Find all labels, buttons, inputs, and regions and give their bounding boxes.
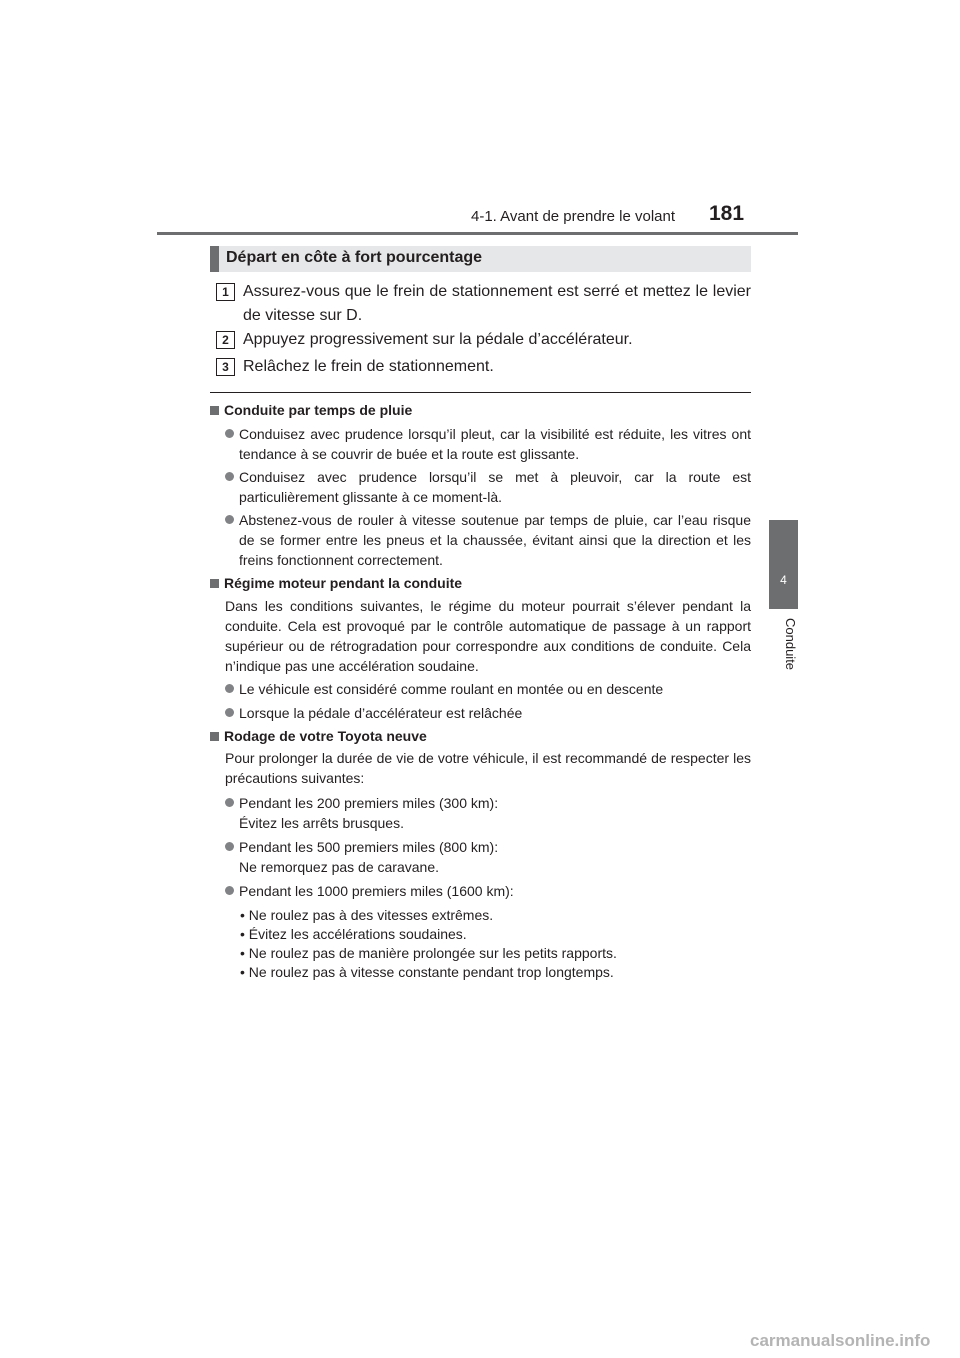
chapter-tab-label: Conduite xyxy=(783,618,798,671)
list-item-subtext: Évitez les arrêts brusques. xyxy=(239,815,404,831)
list-item-text: Pendant les 200 premiers miles (300 km): xyxy=(239,795,499,811)
list-item xyxy=(225,881,751,901)
sub-list-item: • Ne roulez pas à vitesse constante pendant trop longtemps. xyxy=(240,964,614,980)
procedure-title-box xyxy=(210,246,751,272)
square-bullet-icon xyxy=(210,732,219,741)
circle-bullet-icon xyxy=(225,515,234,524)
procedure-title: Départ en côte à fort pourcentage xyxy=(226,249,483,266)
square-bullet-icon xyxy=(210,406,219,415)
section-title: Rodage de votre Toyota neuve xyxy=(224,728,427,744)
list-item-text: Le véhicule est considéré comme roulant en montée ou en descente xyxy=(239,681,664,697)
list-item xyxy=(225,679,751,699)
sub-list-item: • Évitez les accélérations soudaines. xyxy=(240,926,467,942)
sub-list-item: • Ne roulez pas de manière prolongée sur les petits rapports. xyxy=(240,945,617,961)
step-number: 2 xyxy=(216,331,235,349)
circle-bullet-icon xyxy=(225,708,234,717)
sub-list-item: • Ne roulez pas à des vitesses extrêmes. xyxy=(240,907,494,923)
section-divider xyxy=(210,392,751,393)
circle-bullet-icon xyxy=(225,684,234,693)
list-item xyxy=(225,510,751,570)
section-paragraph: Pour prolonger la durée de vie de votre véhicule, il est recommandé de respecter les précautions suivantes: xyxy=(225,750,751,786)
circle-bullet-icon xyxy=(225,842,234,851)
chapter-tab-number: 4 xyxy=(780,573,787,587)
list-item-text: Abstenez-vous de rouler à vitesse soutenue par temps de pluie, car l’eau risque de se former entre les pneus et la chaussée, évitant ainsi que la direction et les freins fonctionnent correctement. xyxy=(239,512,751,568)
page-number: 181 xyxy=(709,202,745,225)
step-number: 3 xyxy=(216,358,235,376)
list-item-subtext: Ne remorquez pas de caravane. xyxy=(239,859,439,875)
section-paragraph: Dans les conditions suivantes, le régime du moteur pourrait s’élever pendant la conduite. Cela est provoqué par le contrôle automatique de passage à un rapport supérieur ou de rétrogradation pour correspondre aux conditions de conduite. Cela n’indique pas une accélération soudaine. xyxy=(225,598,751,674)
list-item-text: Conduisez avec prudence lorsqu’il se met à pleuvoir, car la route est particulièrement glissante à ce moment-là. xyxy=(239,469,751,505)
list-item-text: Conduisez avec prudence lorsqu’il pleut, car la visibilité est réduite, les vitres ont tendance à se couvrir de buée et la route est glissante. xyxy=(239,426,751,462)
step-number: 1 xyxy=(216,283,235,301)
list-item-text: Lorsque la pédale d’accélérateur est relâchée xyxy=(239,705,523,721)
circle-bullet-icon xyxy=(225,886,234,895)
section-title: Conduite par temps de pluie xyxy=(224,402,413,418)
step-text: Assurez-vous que le frein de stationnement est serré et mettez le levier de vitesse sur D. xyxy=(243,283,751,324)
list-item xyxy=(225,703,751,723)
section-title: Régime moteur pendant la conduite xyxy=(224,575,463,591)
list-item xyxy=(225,467,751,507)
list-item-text: Pendant les 500 premiers miles (800 km): xyxy=(239,839,499,855)
list-item-text: Pendant les 1000 premiers miles (1600 km): xyxy=(239,883,514,899)
title-accent-bar xyxy=(210,246,219,272)
list-item xyxy=(225,837,751,877)
circle-bullet-icon xyxy=(225,429,234,438)
list-item xyxy=(225,793,751,833)
step-text: Appuyez progressivement sur la pédale d’accélérateur. xyxy=(243,331,633,348)
step-text: Relâchez le frein de stationnement. xyxy=(243,358,494,375)
section-heading-break-in xyxy=(210,728,751,744)
circle-bullet-icon xyxy=(225,798,234,807)
square-bullet-icon xyxy=(210,579,219,588)
chapter-tab[interactable] xyxy=(769,520,798,609)
header-section-title: 4-1. Avant de prendre le volant xyxy=(471,208,676,225)
watermark: carmanualsonline.info xyxy=(750,1331,931,1350)
section-heading-rain xyxy=(210,402,751,418)
header-divider xyxy=(157,232,798,235)
section-heading-engine-speed xyxy=(210,575,751,591)
circle-bullet-icon xyxy=(225,472,234,481)
list-item xyxy=(225,424,751,464)
